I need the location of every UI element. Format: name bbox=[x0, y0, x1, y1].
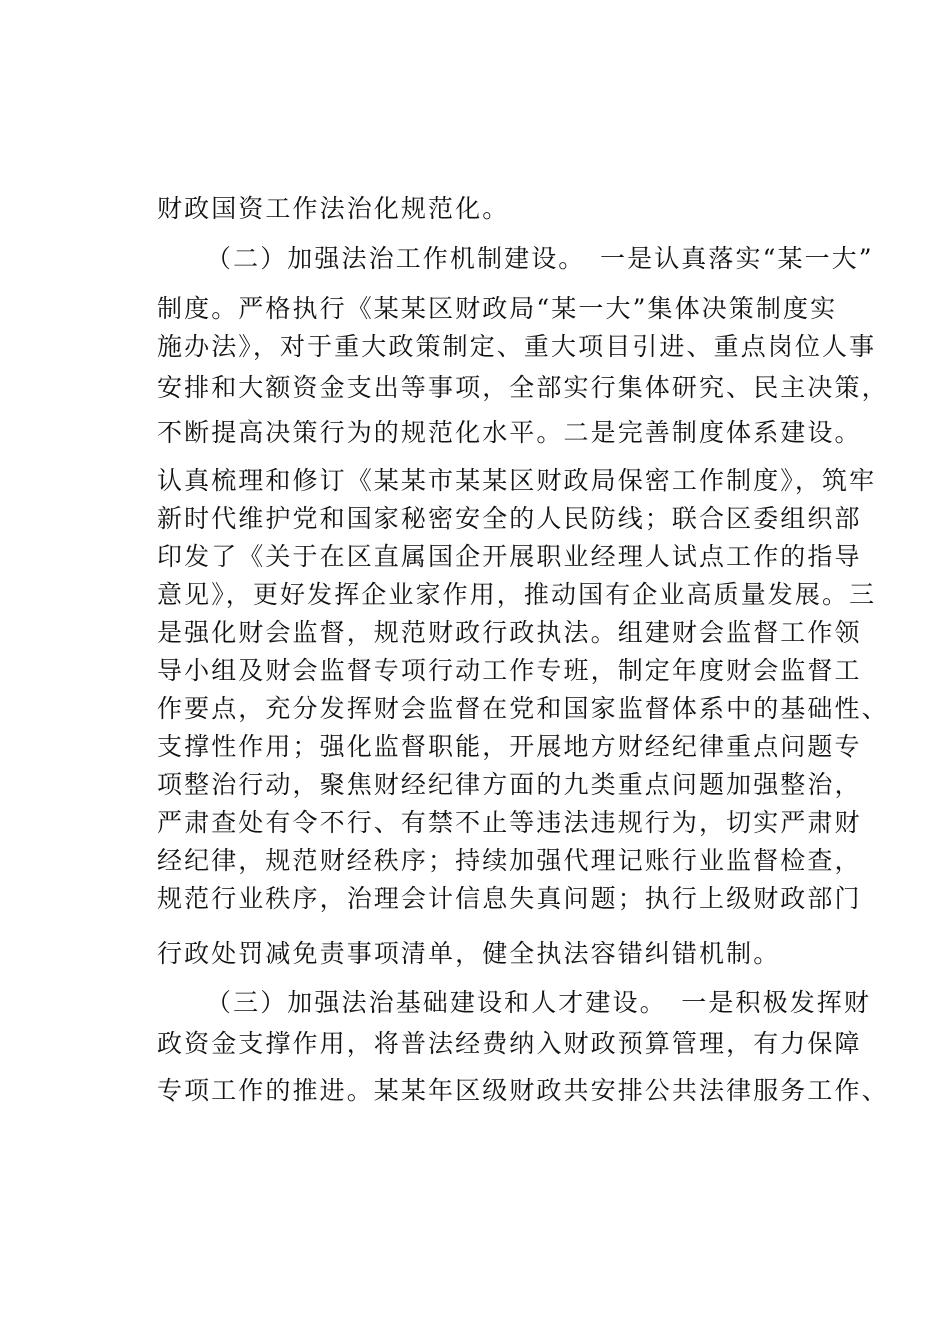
text-line: 作要点，充分发挥财会监督在党和国家监督体系中的基础性、 bbox=[157, 694, 889, 723]
text-line: 支撑性作用；强化监督职能，开展地方财经纪律重点问题专 bbox=[157, 732, 862, 761]
text-line: 政资金支撑作用，将普法经费纳入财政预算管理，有力保障 bbox=[157, 1029, 862, 1058]
text-line: 意见》，更好发挥企业家作用，推动国有企业高质量发展。三 bbox=[157, 580, 877, 609]
text-line: 施办法》，对于重大政策制定、重大项目引进、重点岗位人事 bbox=[157, 332, 877, 361]
section-heading-line: （三）加强法治基础建设和人才建设。 一是积极发挥财 bbox=[206, 988, 872, 1017]
text-line: 行政处罚减免责事项清单，健全执法容错纠错机制。 bbox=[157, 939, 781, 968]
text-line: 严肃查处有令不行、有禁不止等违法违规行为，切实严肃财 bbox=[157, 808, 862, 837]
text-line: 规范行业秩序，治理会计信息失真问题；执行上级财政部门 bbox=[157, 884, 862, 913]
text-line: 不断提高决策行为的规范化水平。二是完善制度体系建设。 bbox=[157, 418, 862, 447]
text-line: 经纪律，规范财经秩序；持续加强代理记账行业监督检查， bbox=[157, 846, 862, 875]
text-line: 安排和大额资金支出等事项，全部实行集体研究、民主决策， bbox=[157, 373, 889, 402]
text-line: 认真梳理和修订《某某市某某区财政局保密工作制度》，筑牢 bbox=[157, 466, 877, 495]
text-line: 新时代维护党和国家秘密安全的人民防线；联合区委组织部 bbox=[157, 504, 862, 533]
text-line: 制度。严格执行《某某区财政局“某一大”集体决策制度实 bbox=[157, 294, 838, 323]
section-heading-line: （二）加强法治工作机制建设。 一是认真落实“某一大” bbox=[206, 244, 874, 273]
text-line: 印发了《关于在区直属国企开展职业经理人试点工作的指导 bbox=[157, 542, 862, 571]
text-line: 专项工作的推进。某某年区级财政共安排公共法律服务工作、 bbox=[157, 1076, 889, 1105]
text-line: 是强化财会监督，规范财政行政执法。组建财会监督工作领 bbox=[157, 618, 862, 647]
text-line: 项整治行动，聚焦财经纪律方面的九类重点问题加强整治， bbox=[157, 770, 862, 799]
text-line: 财政国资工作法治化规范化。 bbox=[157, 194, 510, 223]
text-line: 导小组及财会监督专项行动工作专班，制定年度财会监督工 bbox=[157, 656, 862, 685]
